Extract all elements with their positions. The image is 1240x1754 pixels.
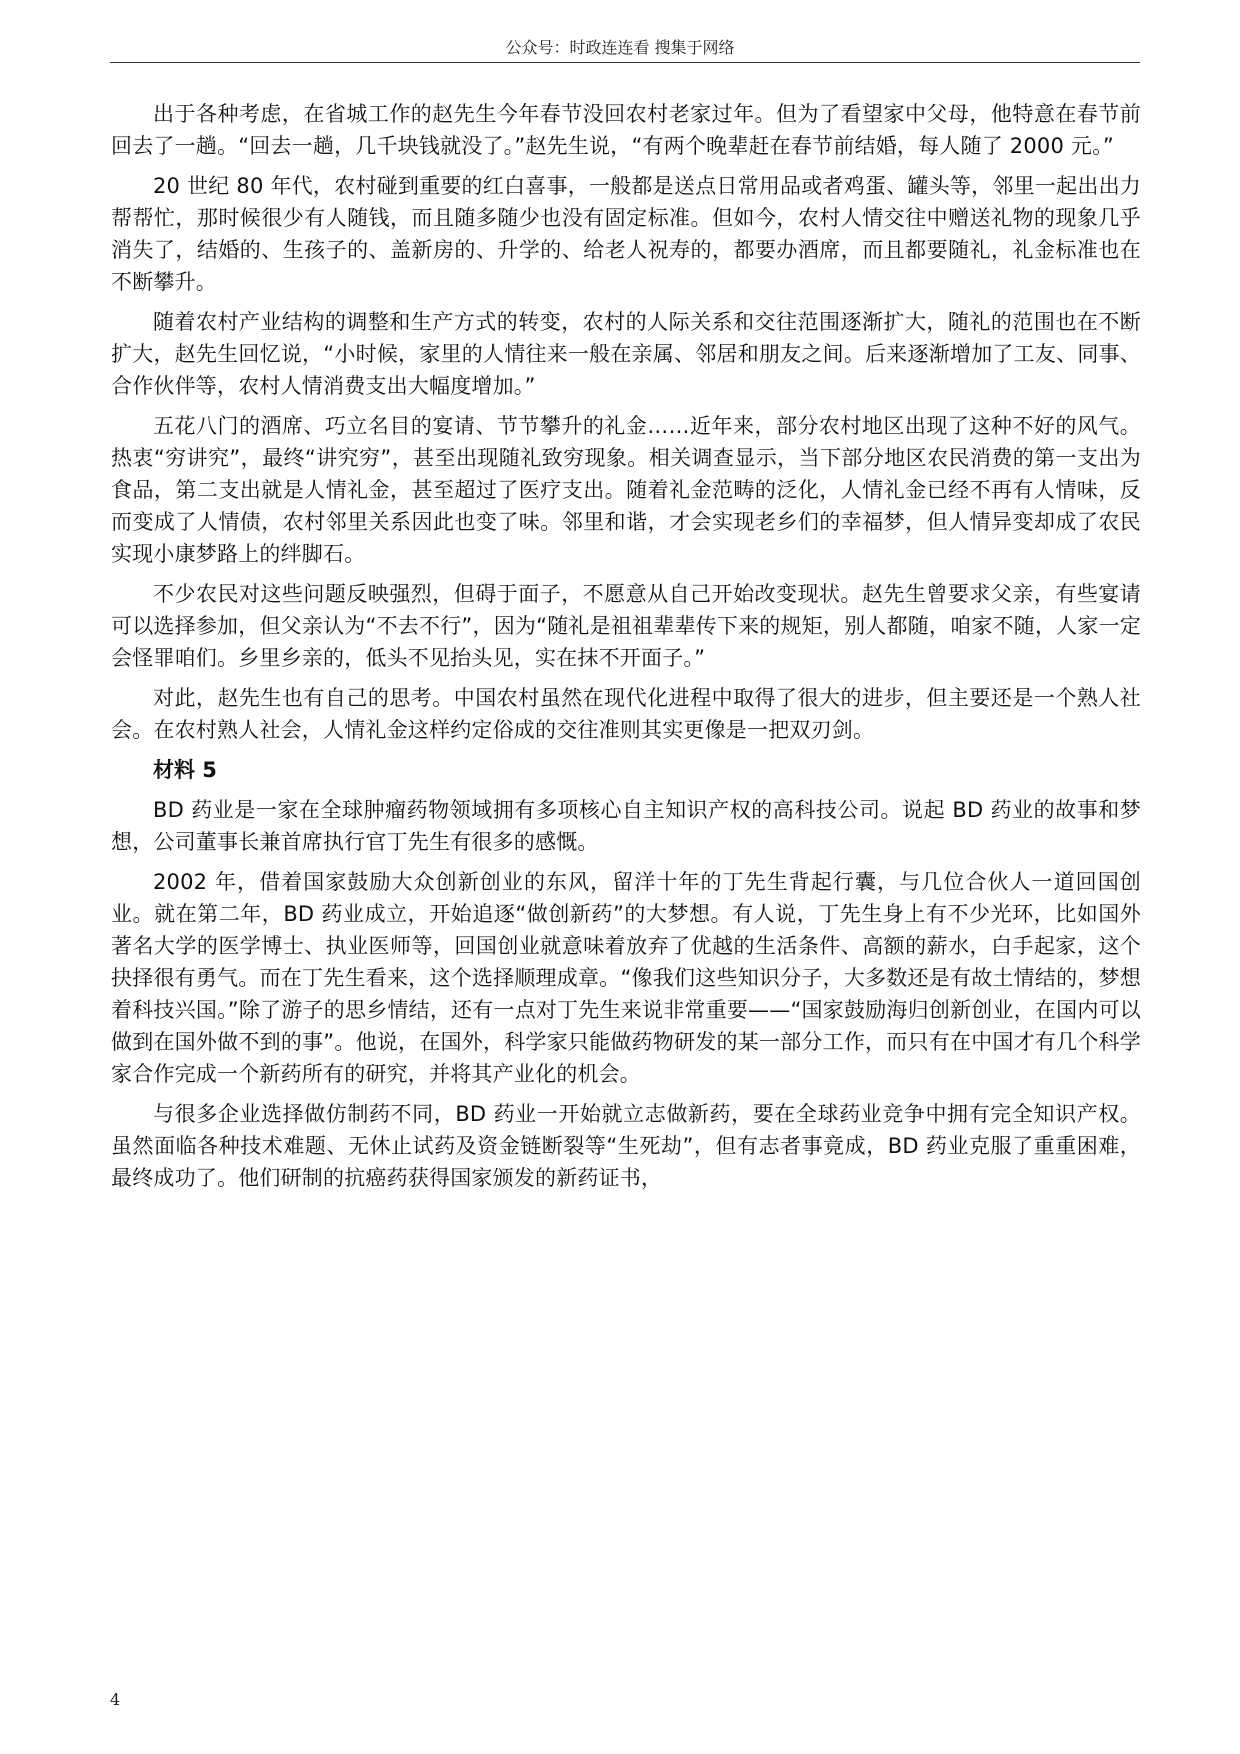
paragraph: 对此，赵先生也有自己的思考。中国农村虽然在现代化进程中取得了很大的进步，但主要还是一个熟人社会。在农村熟人社会，人情礼金这样约定俗成的交往准则其实更像是一把双刃剑。 — [111, 686, 1141, 742]
paragraph: 出于各种考虑，在省城工作的赵先生今年春节没回农村老家过年。但为了看望家中父母，他特意在春节前回去了一趟。“回去一趟，几千块钱就没了。”赵先生说，“有两个晚辈赶在春节前结婚，每人随了 2000 元。” — [111, 102, 1141, 158]
paragraph: 五花八门的酒席、巧立名目的宴请、节节攀升的礼金……近年来，部分农村地区出现了这种不好的风气。热衷“穷讲究”，最终“讲究穷”，甚至出现随礼致穷现象。相关调查显示，当下部分地区农民消费的第一支出为食品，第二支出就是人情礼金，甚至超过了医疗支出。随着礼金范畴的泛化，人情礼金已经不再有人情味，反而变成了人情债，农村邻里关系因此也变了味。邻里和谐，才会实现老乡们的幸福梦，但人情异变却成了农民实现小康梦路上的绊脚石。 — [111, 414, 1141, 566]
paragraph: 与很多企业选择做仿制药不同，BD 药业一开始就立志做新药，要在全球药业竞争中拥有完全知识产权。虽然面临各种技术难题、无休止试药及资金链断裂等“生死劫”，但有志者事竟成，BD 药业克服了重重困难，最终成功了。他们研制的抗癌药获得国家颁发的新药证书， — [111, 1102, 1141, 1190]
document-body — [111, 98, 1141, 1202]
paragraph: 20 世纪 80 年代，农村碰到重要的红白喜事，一般都是送点日常用品或者鸡蛋、罐头等，邻里一起出出力帮帮忙，那时候很少有人随钱，而且随多随少也没有固定标准。但如今，农村人情交往中赠送礼物的现象几乎消失了，结婚的、生孩子的、盖新房的、升学的、给老人祝寿的，都要办酒席，而且都要随礼，礼金标准也在不断攀升。 — [111, 174, 1141, 294]
section-heading: 材料 5 — [153, 758, 217, 782]
paragraph: 2002 年，借着国家鼓励大众创新创业的东风，留洋十年的丁先生背起行囊，与几位合伙人一道回国创业。就在第二年，BD 药业成立，开始追逐“做创新药”的大梦想。有人说，丁先生身上有不少光环，比如国外著名大学的医学博士、执业医师等，回国创业就意味着放弃了优越的生活条件、高额的薪水，白手起家，这个抉择很有勇气。而在丁先生看来，这个选择顺理成章。“像我们这些知识分子，大多数还是有故土情结的，梦想着科技兴国。”除了游子的思乡情结，还有一点对丁先生来说非常重要——“国家鼓励海归创新创业，在国内可以做到在国外做不到的事”。他说，在国外，科学家只能做药物研发的某一部分工作，而只有在中国才有几个科学家合作完成一个新药所有的研究，并将其产业化的机会。 — [111, 870, 1141, 1086]
paragraph: 随着农村产业结构的调整和生产方式的转变，农村的人际关系和交往范围逐渐扩大，随礼的范围也在不断扩大，赵先生回忆说，“小时候，家里的人情往来一般在亲属、邻居和朋友之间。后来逐渐增加了工友、同事、合作伙伴等，农村人情消费支出大幅度增加。” — [111, 310, 1141, 398]
paragraph: 不少农民对这些问题反映强烈，但碍于面子，不愿意从自己开始改变现状。赵先生曾要求父亲，有些宴请可以选择参加，但父亲认为“不去不行”，因为“随礼是祖祖辈辈传下来的规矩，别人都随，咱家不随，人家一定会怪罪咱们。乡里乡亲的，低头不见抬头见，实在抹不开面子。” — [111, 582, 1141, 670]
page-header: 公众号：时政连连看 搜集于网络 — [505, 38, 735, 57]
paragraph: BD 药业是一家在全球肿瘤药物领域拥有多项核心自主知识产权的高科技公司。说起 BD 药业的故事和梦想，公司董事长兼首席执行官丁先生有很多的感慨。 — [111, 798, 1141, 854]
page-number: 4 — [110, 1690, 121, 1709]
header-divider — [110, 62, 1140, 63]
